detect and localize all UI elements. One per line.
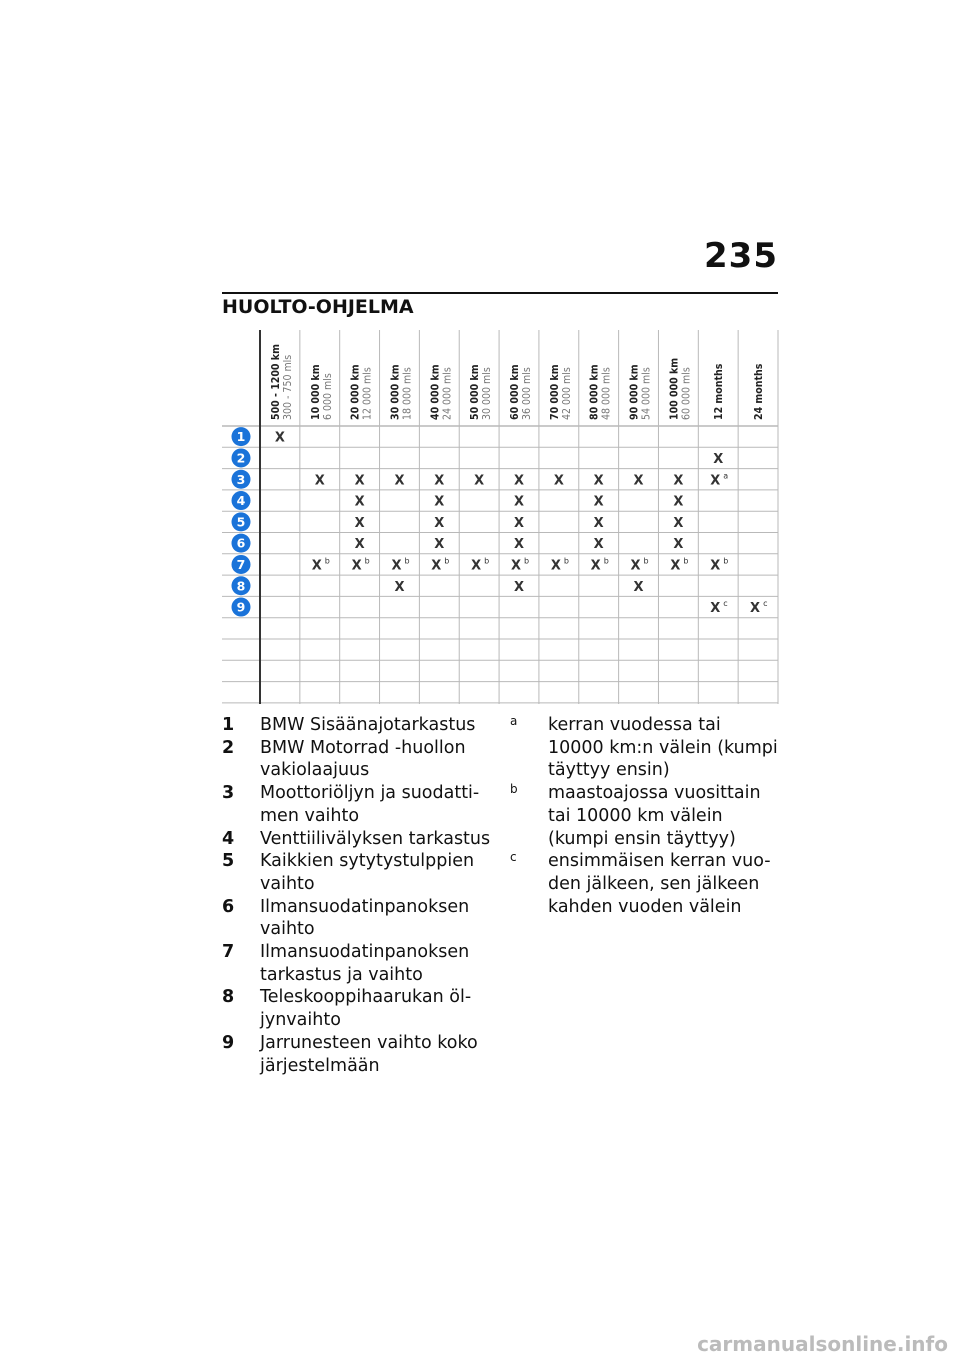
schedule-mark: X [513, 537, 525, 553]
schedule-mark: X [553, 473, 564, 489]
legend-text: Kaikkien sytytystulppien vaihto [260, 851, 475, 894]
legend-number: 2 [222, 737, 235, 758]
column-header-main: 70 000 km [548, 364, 561, 420]
schedule-footnote-mark: b [484, 556, 490, 566]
legend-item [222, 737, 492, 782]
schedule-footnote-mark: b [723, 556, 729, 566]
footnote-text: maastoajossa vuosittain tai 10000 km välein (kumpi ensin täyttyy) [548, 783, 761, 849]
legend-text: Jarrunesteen vaihto koko järjestelmään [260, 1032, 478, 1076]
column-header [589, 364, 613, 420]
schedule-mark: X [351, 558, 362, 574]
column-header [469, 364, 493, 420]
footnote-mark: b [510, 782, 518, 797]
column-header [629, 364, 653, 420]
schedule-mark: X [673, 473, 684, 489]
column-header [270, 344, 294, 420]
column-header-main: 20 000 km [349, 364, 362, 420]
column-header [753, 363, 765, 420]
schedule-mark: X [391, 558, 402, 574]
schedule-mark: X [354, 494, 365, 510]
column-header [350, 364, 374, 420]
schedule-mark: X [630, 558, 641, 574]
legend-number: 9 [222, 1032, 235, 1053]
column-header-main: 500 - 1200 km [269, 344, 282, 420]
footnote-item [510, 714, 785, 782]
schedule-mark: X [354, 515, 365, 531]
schedule-mark: X [633, 473, 644, 489]
legend-text: Ilmansuodatinpanoksen tarkastus ja vaihto [260, 942, 470, 985]
footnote-item [510, 782, 785, 850]
legend-item [222, 828, 492, 851]
schedule-mark: X [513, 473, 525, 489]
schedule-mark: X [633, 579, 644, 595]
row-number-label: 7 [236, 556, 246, 572]
row-number-label: 6 [236, 535, 246, 551]
schedule-mark: X [513, 515, 525, 531]
column-header-sub: 24 000 mls [441, 367, 454, 420]
schedule-mark: X [311, 558, 322, 574]
legend-item [222, 941, 492, 986]
row-number-label: 9 [236, 599, 246, 615]
schedule-mark: X [593, 473, 604, 489]
schedule-mark: X [713, 451, 724, 467]
schedule-mark: X [673, 537, 684, 553]
legend-item [222, 850, 492, 895]
legend-list [222, 714, 492, 1077]
row-number-label: 1 [236, 429, 246, 445]
legend-item [222, 986, 492, 1031]
schedule-mark: X [593, 515, 604, 531]
schedule-mark: X [274, 430, 285, 446]
column-header-main: 12 months [713, 363, 726, 420]
column-header-sub: 60 000 mls [680, 367, 693, 420]
row-number-label: 3 [236, 471, 246, 487]
schedule-mark: X [710, 473, 721, 489]
schedule-mark: X [550, 558, 561, 574]
legend-text: Ilmansuodatinpanoksen vaihto [260, 896, 470, 940]
column-header-main: 80 000 km [588, 364, 601, 420]
schedule-footnote-mark: b [364, 556, 370, 566]
schedule-mark: X [394, 473, 405, 489]
schedule-footnote-mark: b [683, 556, 689, 566]
column-header-main: 40 000 km [429, 364, 442, 420]
schedule-mark: X [434, 537, 445, 553]
schedule-mark: X [434, 515, 445, 531]
legend-number: 7 [222, 942, 235, 963]
column-header-sub: 300 - 750 mls [281, 354, 294, 420]
schedule-mark: X [434, 494, 445, 510]
schedule-mark: X [670, 558, 681, 574]
schedule-mark: X [590, 558, 601, 574]
footnote-mark: a [510, 714, 518, 728]
legend-number: 5 [222, 851, 235, 872]
footnote-mark: c [510, 850, 517, 865]
footnote-text: ensimmäisen kerran vuo- den jälkeen, sen jälkeen kahden vuoden välein [548, 851, 771, 917]
row-number-label: 5 [236, 514, 246, 530]
schedule-mark: X [593, 494, 604, 510]
legend-text: Venttiilivälyksen tarkastus [260, 828, 491, 849]
legend-item [222, 714, 492, 737]
footnote-text: kerran vuodessa tai 10000 km:n välein (kumpi täyttyy ensin) [548, 715, 778, 781]
watermark: carmanualsonline.info [697, 1332, 948, 1356]
column-header-sub: 48 000 mls [600, 367, 613, 420]
row-number-label: 8 [236, 578, 246, 594]
column-header-main: 24 months [753, 363, 766, 420]
schedule-mark: X [354, 473, 365, 489]
schedule-mark: X [510, 558, 522, 574]
legend-number: 8 [222, 987, 235, 1008]
column-header [668, 358, 692, 420]
row-number-label: 4 [236, 493, 246, 509]
schedule-mark: X [434, 473, 445, 489]
column-header-sub: 18 000 mls [401, 367, 414, 420]
column-header-main: 30 000 km [389, 364, 402, 420]
footnote-item [510, 850, 785, 918]
column-header-main: 90 000 km [628, 364, 641, 420]
schedule-mark: X [474, 473, 485, 489]
schedule-mark: X [431, 558, 442, 574]
schedule-mark: X [394, 579, 405, 595]
column-header-main: 50 000 km [469, 364, 482, 420]
schedule-footnote-mark: b [563, 556, 569, 566]
schedule-mark: X [593, 537, 604, 553]
column-header [549, 364, 573, 420]
schedule-footnote-mark: b [444, 556, 450, 566]
column-header-main: 60 000 km [509, 364, 521, 420]
legend-item [222, 782, 492, 827]
schedule-mark: X [710, 601, 721, 617]
schedule-mark: X [673, 515, 684, 531]
column-header-sub: 42 000 mls [560, 367, 573, 420]
schedule-mark: X [710, 558, 721, 574]
legend-item [222, 896, 492, 941]
legend-number: 6 [222, 896, 235, 917]
column-header-sub: 12 000 mls [361, 367, 374, 420]
schedule-footnote-mark: c [763, 599, 768, 609]
column-header [429, 364, 453, 420]
column-header-sub: 30 000 mls [481, 367, 494, 420]
legend-item [222, 1032, 492, 1077]
legend-number: 4 [222, 828, 235, 849]
legend-number: 3 [222, 783, 235, 804]
schedule-footnote-mark: b [404, 556, 410, 566]
legend-number: 1 [222, 715, 235, 735]
schedule-footnote-mark: b [643, 556, 649, 566]
schedule-mark: X [354, 537, 365, 553]
column-header [389, 364, 413, 420]
column-header [713, 363, 725, 420]
legend-text: Moottoriöljyn ja suodatti- men vaihto [260, 783, 480, 826]
schedule-footnote-mark: b [524, 556, 530, 566]
schedule-mark: X [314, 473, 325, 489]
column-header-main: 10 000 km [309, 364, 322, 420]
schedule-mark: X [673, 494, 684, 510]
legend-text: BMW Sisäänajotarkastus [260, 715, 476, 735]
legend-text: Teleskooppihaarukan öl- jynvaihto [260, 987, 472, 1031]
column-header-sub: 36 000 mls [521, 367, 533, 420]
schedule-mark: X [471, 558, 482, 574]
schedule-footnote-mark: c [723, 599, 728, 609]
legend-text: BMW Motorrad -huollon vakiolaajuus [260, 737, 466, 781]
schedule-mark: X [750, 601, 761, 617]
column-header-main: 100 000 km [668, 357, 681, 420]
footnote-list [510, 714, 785, 918]
schedule-footnote-mark: a [723, 471, 729, 481]
row-number-label: 2 [236, 450, 246, 466]
page-number: 235 [704, 236, 778, 276]
column-header-sub: 6 000 mls [321, 373, 334, 420]
schedule-footnote-mark: b [603, 556, 609, 566]
column-header [509, 364, 533, 420]
schedule-mark: X [513, 579, 525, 595]
section-title: HUOLTO-OHJELMA [222, 296, 414, 318]
column-header-sub: 54 000 mls [640, 367, 653, 420]
column-header [310, 364, 334, 420]
schedule-mark: X [513, 494, 525, 510]
schedule-footnote-mark: b [324, 556, 330, 566]
